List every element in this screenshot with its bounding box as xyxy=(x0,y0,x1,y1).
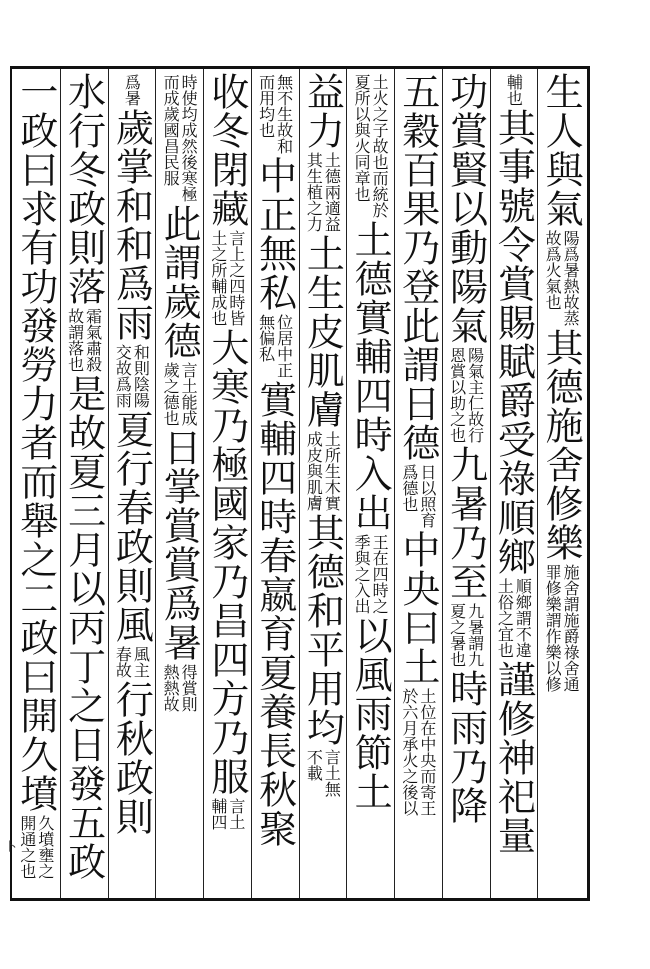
commentary-text: 土俗之宜也 xyxy=(495,578,515,658)
commentary-text: 陽爲暑熱故蒸 xyxy=(561,230,581,326)
main-text: 中正無私 xyxy=(252,156,297,312)
column-flow xyxy=(346,72,394,894)
main-text: 益力 xyxy=(300,72,345,150)
commentary-text: 土德兩適益 xyxy=(322,152,342,232)
commentary-text: 言上之四時皆 xyxy=(226,230,246,326)
commentary-text: 而成歲國昌民服 xyxy=(161,74,181,186)
main-text: 是故夏三月以丙丁之日發五政 xyxy=(61,374,106,881)
commentary-text: 輔也 xyxy=(504,74,524,106)
commentary-text: 九暑謂九 xyxy=(465,603,485,667)
main-text: 土德實輔四時入出 xyxy=(348,220,393,532)
main-text: 收冬閉藏 xyxy=(204,72,249,228)
main-text: 此謂歲德 xyxy=(157,204,202,360)
commentary-text: 順鄉謂不違 xyxy=(513,578,533,658)
commentary-double-line xyxy=(495,578,533,658)
commentary-text: 陽氣主仁故行 xyxy=(465,347,485,443)
main-text: 歲掌和和爲雨 xyxy=(109,108,154,342)
main-text: 水行冬政則落 xyxy=(61,72,106,306)
column-rule xyxy=(299,69,300,898)
text-column-7 xyxy=(251,72,299,894)
commentary-double-line xyxy=(210,230,244,326)
left-edge-mark: 卜 xyxy=(3,840,17,852)
commentary-text: 久墳壅之 xyxy=(35,815,55,879)
column-rule xyxy=(346,69,347,898)
column-flow xyxy=(12,72,60,894)
column-flow xyxy=(537,72,585,894)
column-flow xyxy=(203,72,251,894)
commentary-text: 故爲火氣也 xyxy=(543,230,563,310)
commentary-double-line xyxy=(304,152,342,232)
commentary-text: 無不生故和 xyxy=(274,74,294,154)
commentary-text: 和則陰陽 xyxy=(131,344,151,408)
commentary-double-line xyxy=(304,749,342,797)
column-flow xyxy=(60,72,108,894)
column-rule xyxy=(155,69,156,898)
main-text: 實輔四時春嬴育夏養長秋聚 xyxy=(252,380,297,848)
column-flow xyxy=(442,72,490,894)
main-text: 其德和平用均 xyxy=(300,513,345,747)
column-flow xyxy=(251,72,299,894)
commentary-text: 季與之入出 xyxy=(352,534,372,614)
commentary-text: 言土能成 xyxy=(179,362,199,426)
commentary-double-line xyxy=(122,74,142,106)
main-text: 其事號令賞賜賦爵受祿順鄉 xyxy=(491,108,536,576)
main-text: 時雨乃降 xyxy=(443,669,488,825)
main-text: 其德施舍修樂 xyxy=(539,328,584,562)
commentary-text: 施舍謂施爵祿舍通 xyxy=(561,564,581,692)
commentary-double-line xyxy=(161,362,199,426)
main-text: 夏行春政則風 xyxy=(109,410,154,644)
main-text: 五穀百果乃登此謂日德 xyxy=(395,72,440,462)
column-rule xyxy=(108,69,109,898)
commentary-double-line xyxy=(258,74,292,154)
commentary-text: 不載 xyxy=(304,749,324,781)
commentary-text: 其生植之力 xyxy=(304,152,324,232)
commentary-double-line xyxy=(113,646,151,678)
commentary-double-line xyxy=(210,798,244,830)
commentary-double-line xyxy=(161,74,199,202)
commentary-double-line xyxy=(67,308,101,372)
main-text: 大寒乃極國家乃昌四方乃服 xyxy=(204,328,249,796)
commentary-double-line xyxy=(352,534,390,614)
column-rule xyxy=(537,69,538,898)
main-text: 行秋政則 xyxy=(109,680,154,836)
commentary-double-line xyxy=(401,464,435,528)
commentary-text: 土所生木實 xyxy=(322,431,342,511)
commentary-double-line xyxy=(19,815,53,879)
commentary-text: 輔四 xyxy=(208,798,228,830)
main-text: 生人與氣 xyxy=(539,72,584,228)
commentary-double-line xyxy=(543,230,581,326)
text-column-11 xyxy=(60,72,108,894)
column-flow xyxy=(394,72,442,894)
commentary-text: 日以照育 xyxy=(417,464,437,528)
commentary-text: 爲德也 xyxy=(399,464,419,512)
commentary-double-line xyxy=(113,344,151,408)
commentary-double-line xyxy=(449,347,483,443)
main-text: 土生皮肌膚 xyxy=(300,234,345,429)
column-flow xyxy=(108,72,156,894)
main-text: 中央曰土 xyxy=(395,530,440,686)
main-text: 謹修神祀量 xyxy=(491,660,536,855)
commentary-text: 成皮與肌膚 xyxy=(304,431,324,511)
commentary-text: 歲之德也 xyxy=(161,362,181,426)
commentary-double-line xyxy=(352,74,390,218)
commentary-text: 開通之也 xyxy=(17,815,37,879)
text-column-2 xyxy=(490,72,538,894)
commentary-text: 夏之暑也 xyxy=(447,603,467,667)
commentary-double-line xyxy=(543,564,581,692)
commentary-text: 霜氣肅殺 xyxy=(83,308,103,372)
column-rule xyxy=(60,69,61,898)
commentary-double-line xyxy=(304,431,342,511)
main-text: 功賞賢以動陽氣 xyxy=(443,72,488,345)
column-flow xyxy=(299,72,347,894)
commentary-text: 土火之子故也而統於 xyxy=(370,74,390,218)
commentary-text: 恩賞以助之也 xyxy=(447,347,467,443)
commentary-text: 爲暑 xyxy=(122,74,142,106)
commentary-text: 交故爲雨 xyxy=(113,344,133,408)
text-column-12 xyxy=(12,72,60,894)
commentary-text: 風主 xyxy=(131,646,151,678)
column-rule xyxy=(490,69,491,898)
commentary-text: 熱熱故 xyxy=(161,664,181,712)
commentary-double-line xyxy=(401,688,435,816)
text-column-1 xyxy=(537,72,585,894)
commentary-double-line xyxy=(161,664,199,712)
column-rule xyxy=(203,69,204,898)
commentary-text: 土之所輔成也 xyxy=(208,230,228,326)
commentary-text: 言土 xyxy=(226,798,246,830)
commentary-double-line xyxy=(258,314,292,378)
commentary-text: 王在四時之 xyxy=(370,534,390,614)
commentary-text: 春故 xyxy=(113,646,133,678)
main-text: 以風雨節土 xyxy=(348,616,393,811)
column-rule xyxy=(394,69,395,898)
commentary-text: 位居中正 xyxy=(274,314,294,378)
commentary-double-line xyxy=(449,603,483,667)
main-text: 日掌賞賞爲暑 xyxy=(157,428,202,662)
main-text: 九暑乃至 xyxy=(443,445,488,601)
commentary-text: 得賞則 xyxy=(179,664,199,712)
commentary-text: 而用均也 xyxy=(256,74,276,138)
text-column-9 xyxy=(155,72,203,894)
column-rule xyxy=(251,69,252,898)
commentary-text: 夏所以與火同章也 xyxy=(352,74,372,202)
column-rule xyxy=(442,69,443,898)
commentary-text: 言土無 xyxy=(322,749,342,797)
main-text: 一政曰求有功發勞力者而舉之二政曰開久墳 xyxy=(13,72,58,813)
text-column-3 xyxy=(442,72,490,894)
commentary-text: 罪修樂謂作樂以修 xyxy=(543,564,563,692)
commentary-text: 土位在中央而寄王 xyxy=(417,688,437,816)
commentary-text: 時使均成然後寒極 xyxy=(179,74,199,202)
commentary-text: 故謂落也 xyxy=(65,308,85,372)
column-flow xyxy=(490,72,538,894)
text-column-4 xyxy=(394,72,442,894)
commentary-text: 無偏私 xyxy=(256,314,276,362)
text-column-8 xyxy=(203,72,251,894)
commentary-double-line xyxy=(504,74,524,106)
text-column-6 xyxy=(299,72,347,894)
text-column-10 xyxy=(108,72,156,894)
text-column-5 xyxy=(346,72,394,894)
commentary-text: 於六月承火之後以 xyxy=(399,688,419,816)
column-flow xyxy=(155,72,203,894)
